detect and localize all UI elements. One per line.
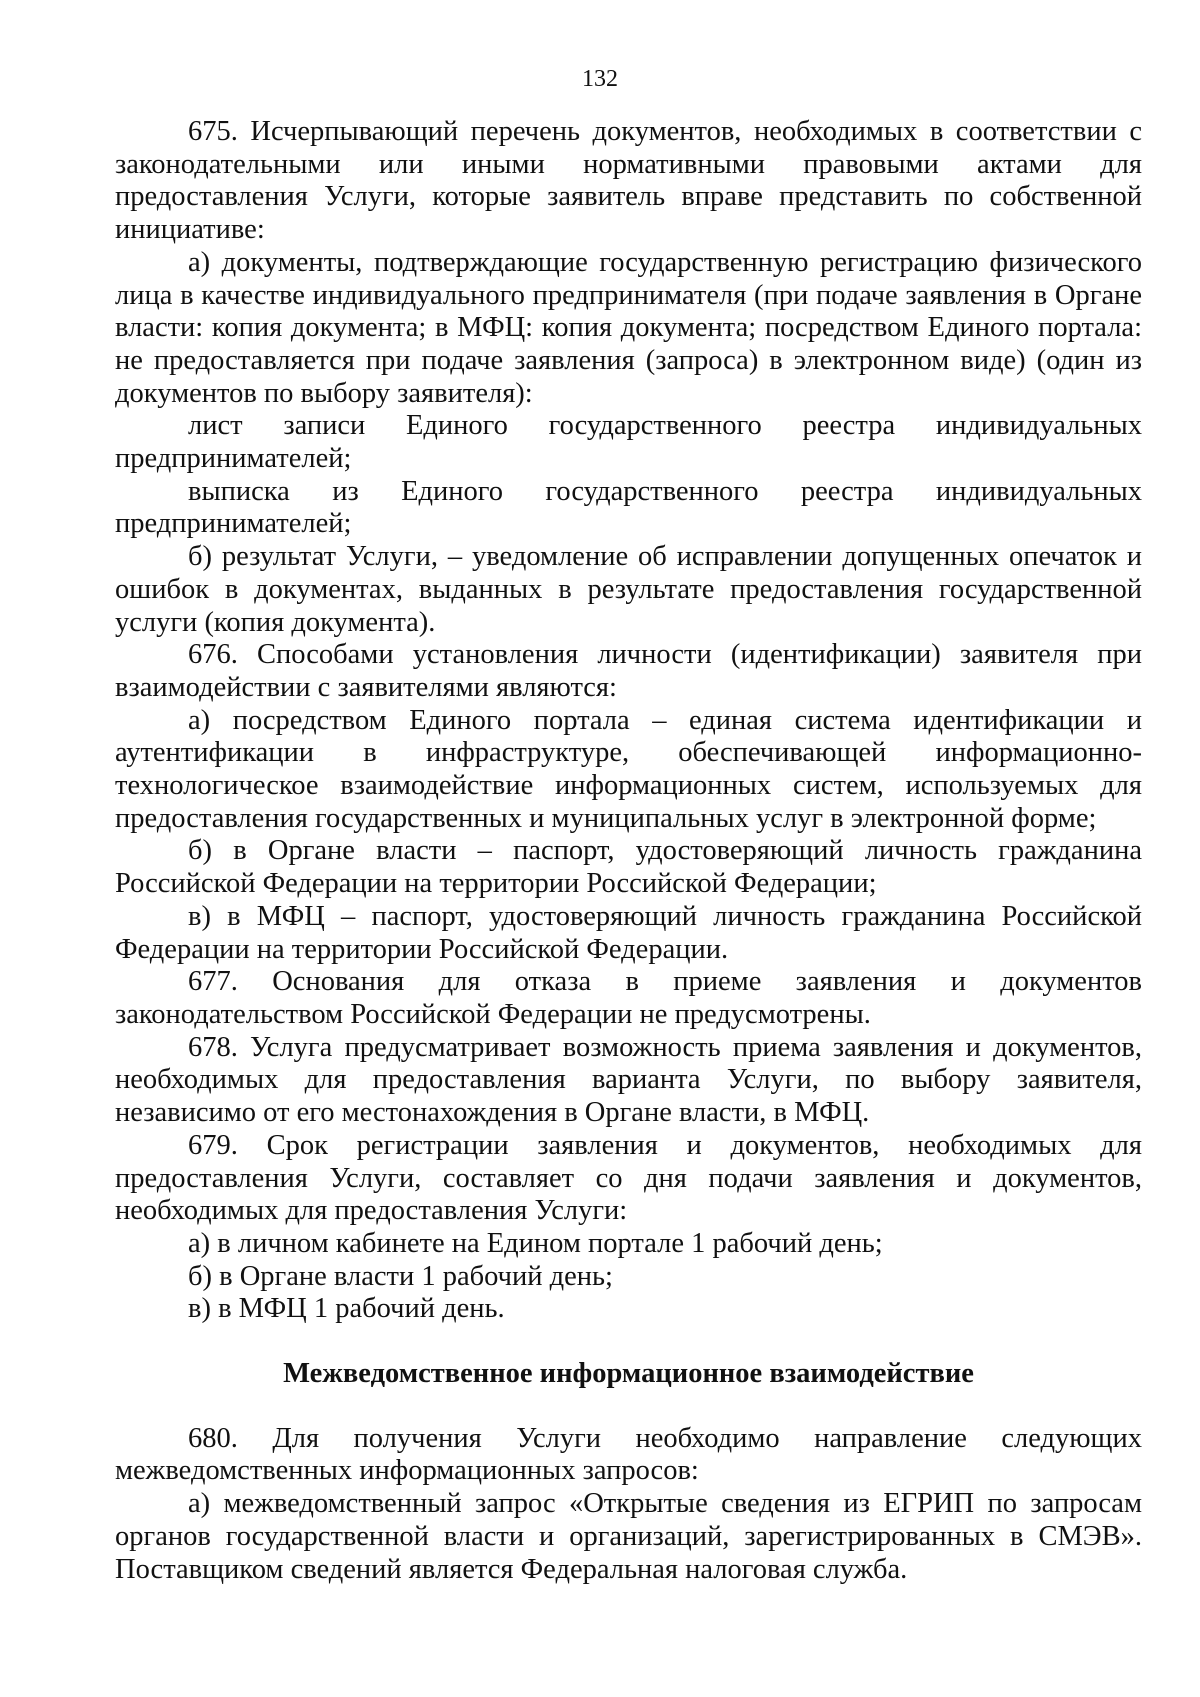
paragraph-679: 679. Срок регистрации заявления и документов, необходимых для предоставления Услуги, составляет со дня подачи заявления и документов, необходимых для предоставления Услуги: [115, 1129, 1142, 1227]
paragraph-678: 678. Услуга предусматривает возможность приема заявления и документов, необходимых для предоставления варианта Услуги, по выбору заявителя, независимо от его местонахождения в Органе власти, в МФЦ. [115, 1031, 1142, 1129]
paragraph-677: 677. Основания для отказа в приеме заявления и документов законодательством Российской Федерации не предусмотрены. [115, 966, 1142, 1030]
paragraph-676: 676. Способами установления личности (идентификации) заявителя при взаимодействии с заявителями являются: [115, 639, 1142, 703]
paragraph-676-a: а) посредством Единого портала – единая система идентификации и аутентификации в инфраструктуре, обеспечивающей информационно-технологическое взаимодействие информационных систем, используемых для предоставления государственных и муниципальных услуг в электронной форме; [115, 704, 1142, 834]
document-body [115, 116, 1142, 1586]
paragraph-679-b: б) в Органе власти 1 рабочий день; [188, 1260, 613, 1292]
paragraph-675-b: б) результат Услуги, – уведомление об исправлении допущенных опечаток и ошибок в документах, выданных в результате предоставления государственной услуги (копия документа). [115, 541, 1142, 638]
paragraph-679-v: в) в МФЦ 1 рабочий день. [188, 1293, 505, 1325]
page-number: 132 [582, 66, 618, 92]
paragraph-675-a: а) документы, подтверждающие государственную регистрацию физического лица в качестве индивидуального предпринимателя (при подаче заявления в Органе власти: копия документа; в МФЦ: копия документа; посредством Единого портала: не предоставляется при подаче заявления (запроса) в электронном виде) (один из документов по выбору заявителя): [115, 246, 1142, 409]
paragraph-676-b: б) в Органе власти – паспорт, удостоверяющий личность гражданина Российской Федерации на территории Российской Федерации; [115, 835, 1142, 900]
paragraph-680: 680. Для получения Услуги необходимо направление следующих межведомственных информационных запросов: [115, 1422, 1142, 1487]
paragraph-675: 675. Исчерпывающий перечень документов, необходимых в соответствии с законодательными или иными нормативными правовыми актами для предоставления Услуги, которые заявитель вправе представить по собственной инициативе: [115, 116, 1142, 246]
paragraph-679-a: а) в личном кабинете на Едином портале 1 рабочий день; [188, 1227, 883, 1259]
paragraph-675-a-item-1: лист записи Единого государственного реестра индивидуальных предпринимателей; [115, 410, 1142, 475]
section-heading: Межведомственное информационное взаимодействие [283, 1358, 974, 1390]
paragraph-680-a: а) межведомственный запрос «Открытые сведения из ЕГРИП по запросам органов государственной власти и организаций, зарегистрированных в СМЭВ». Поставщиком сведений является Федеральная налоговая служба. [115, 1488, 1142, 1585]
paragraph-676-v: в) в МФЦ – паспорт, удостоверяющий личность гражданина Российской Федерации на территории Российской Федерации. [115, 900, 1142, 965]
paragraph-675-a-item-2: выписка из Единого государственного реестра индивидуальных предпринимателей; [115, 475, 1142, 540]
